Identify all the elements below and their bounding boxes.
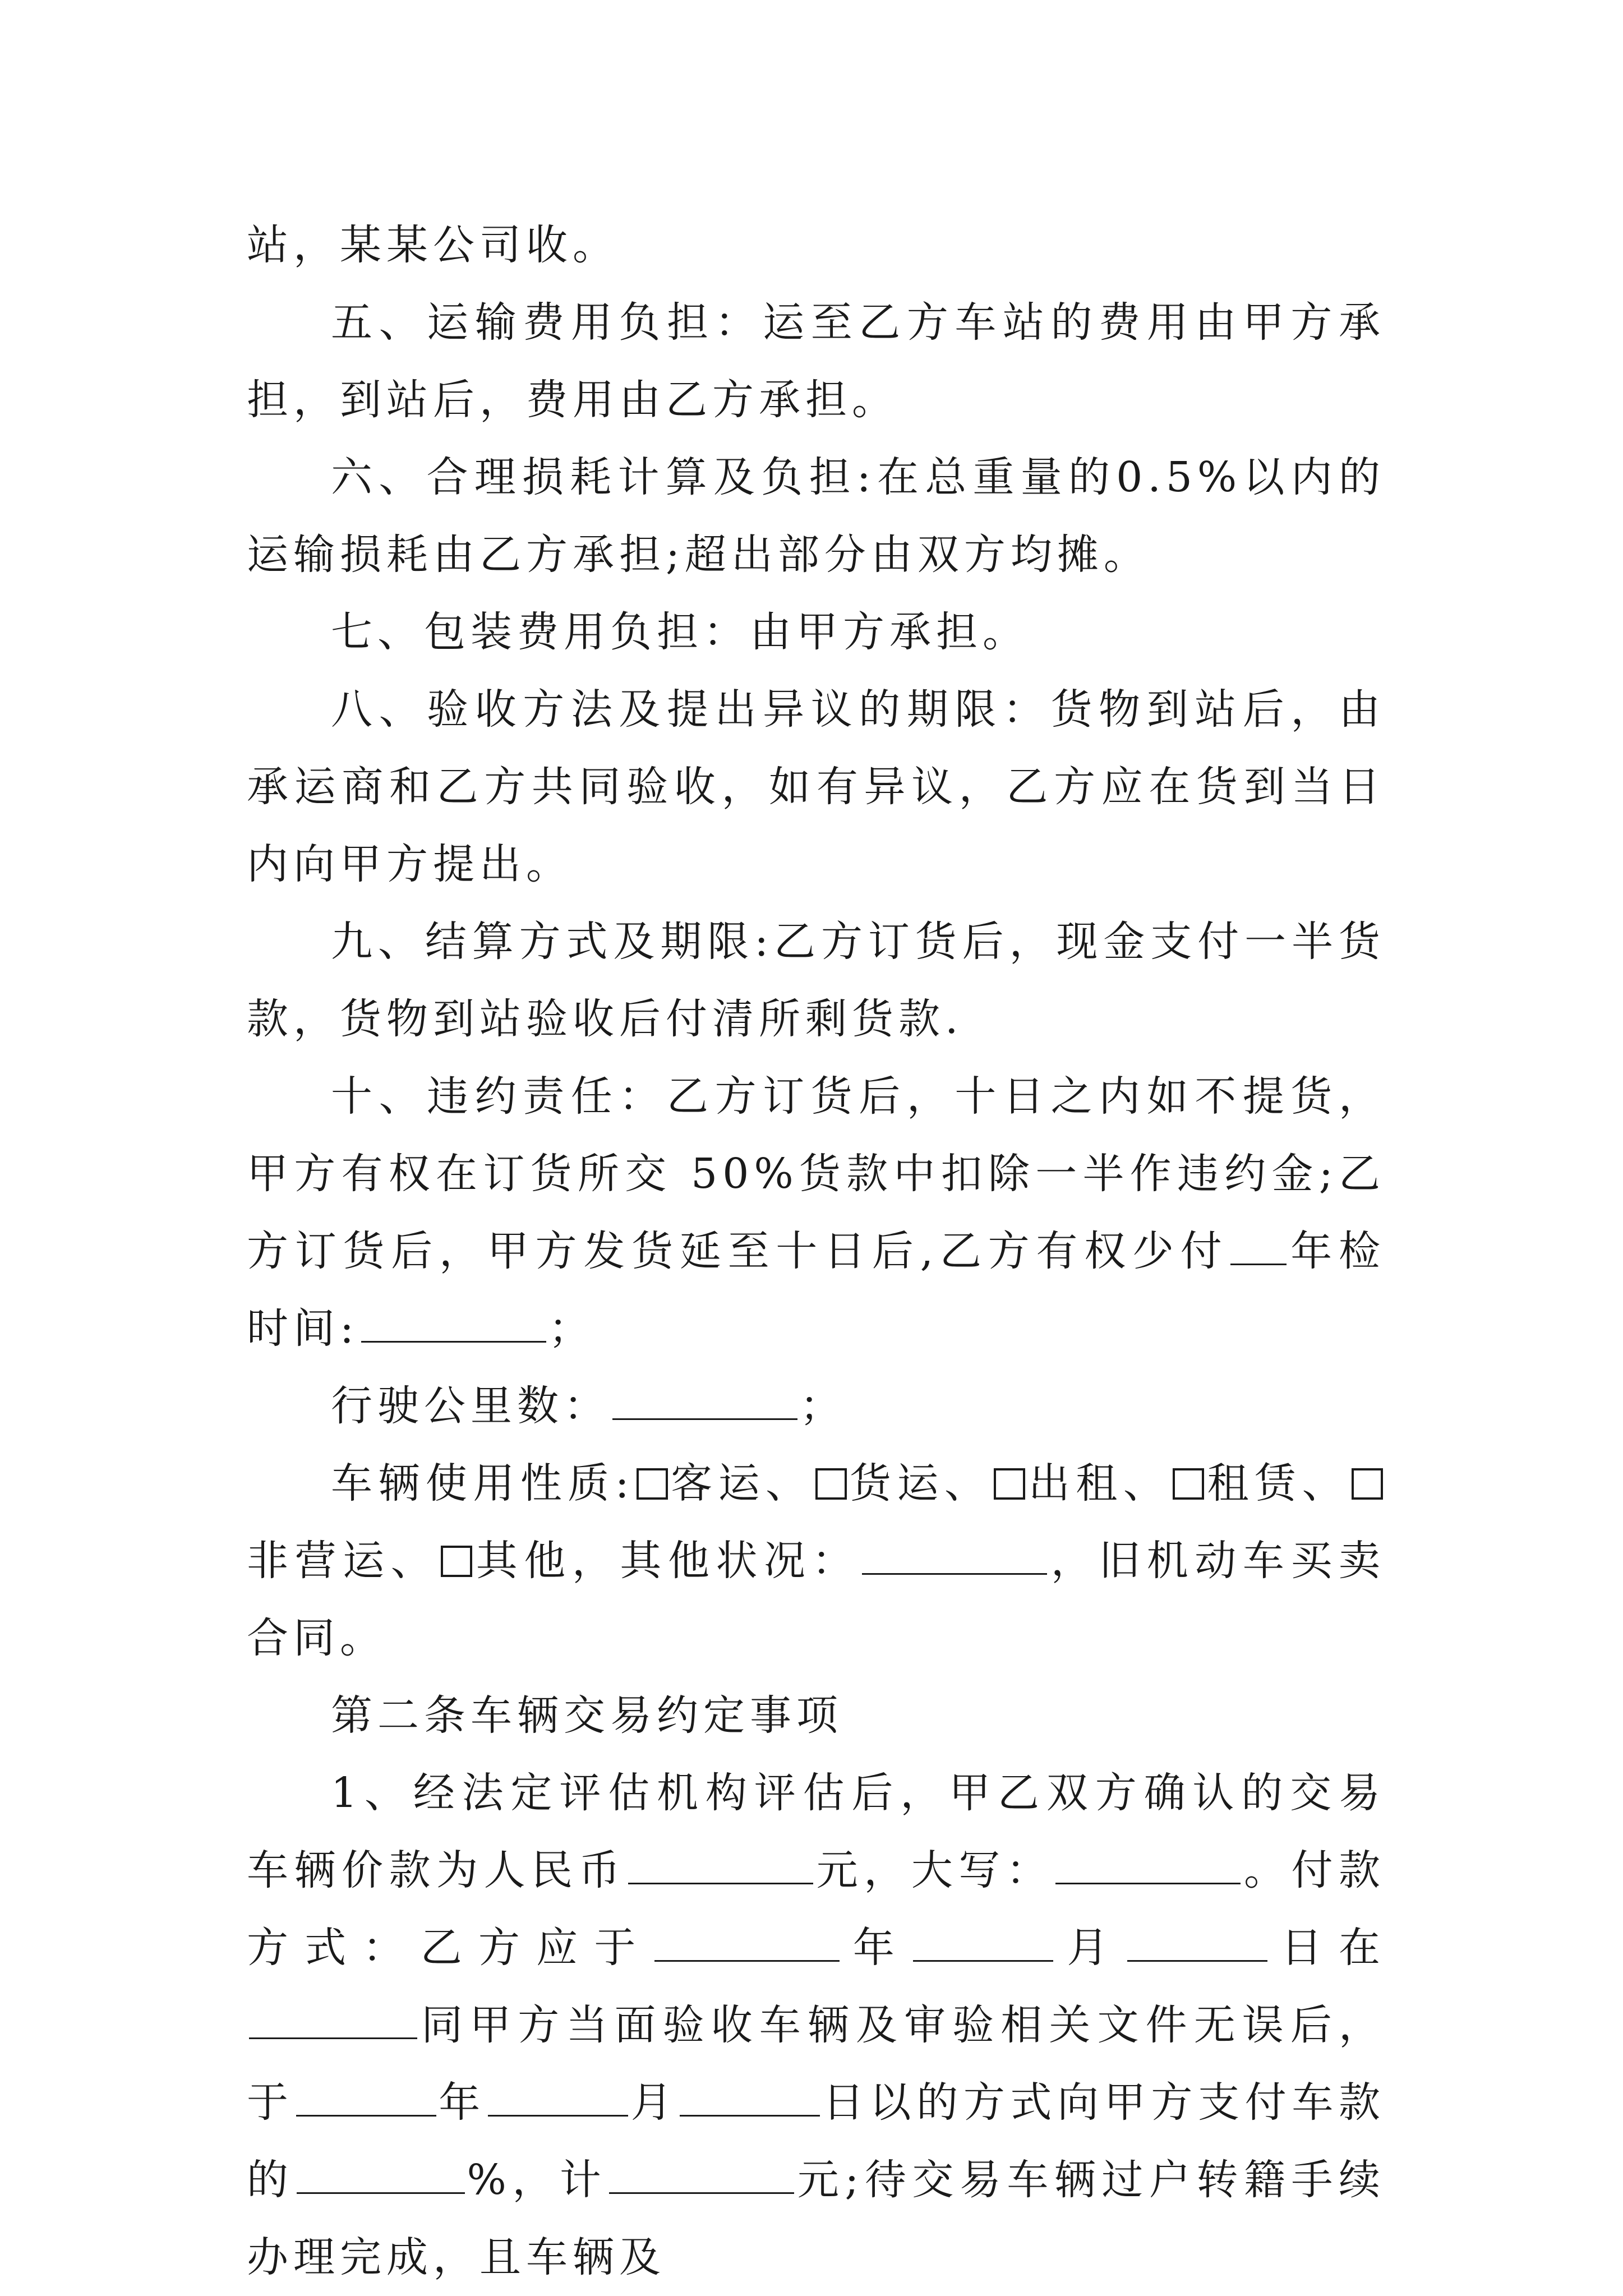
day-blank-2	[680, 2076, 820, 2117]
paragraph-acceptance-text: 八、验收方法及提出异议的期限：货物到站后，由承运商和乙方共同验收，如有异议，乙方应在货到当日内向甲方提出。	[247, 685, 1385, 888]
checkbox-non-commercial	[1352, 1468, 1383, 1500]
paragraph-transport-fees-text: 五、运输费用负担：运至乙方车站的费用由甲方承担，到站后，费用由乙方承担。	[247, 298, 1385, 424]
inspection-time-blank	[361, 1302, 546, 1343]
payment-method-label: 。付款方式：乙方应于	[247, 1846, 1386, 1972]
day-blank-1	[1127, 1921, 1267, 1962]
paragraph-packaging-fees	[247, 593, 1385, 671]
paragraph-loss-calculation	[247, 439, 1385, 593]
paragraph-packaging-fees-text: 七、包装费用负担：由甲方承担。	[331, 608, 1029, 656]
inspection-time-label: 年检时间:	[247, 1227, 1386, 1353]
inspection-text: 同甲方当面验收车辆及审验相关文件无误后，于	[247, 2001, 1385, 2127]
paragraph-mileage	[247, 1367, 1385, 1445]
section-heading-article-2	[247, 1677, 1385, 1754]
paragraph-transport-fees	[247, 284, 1385, 439]
document-body	[247, 206, 1385, 2296]
month-label-2: 月	[630, 2078, 678, 2127]
checkbox-passenger	[637, 1468, 668, 1500]
vehicle-usage-end: ，旧机动车买卖合同。	[247, 1537, 1386, 1662]
year-label-2: 年	[438, 2078, 486, 2127]
day-at-label: 日在	[1269, 1924, 1386, 1972]
price-amount-blank	[628, 1843, 813, 1884]
breach-text: 十、违约责任：乙方订货后，十日之内如不提货，甲方有权在订货所交 50%货款中扣除一半作违约金;乙方订货后，甲方发货延至十日后,乙方有权少付	[247, 1072, 1385, 1275]
paragraph-payment-terms	[247, 1754, 1385, 2296]
option-lease: 租赁、	[1206, 1459, 1350, 1507]
paragraph-1-text: 站，某某公司收。	[247, 221, 619, 269]
month-blank-1	[913, 1921, 1053, 1962]
inspection-time-end: ；	[548, 1304, 595, 1353]
capital-label: 元，大写：	[815, 1846, 1054, 1894]
paragraph-vehicle-usage	[247, 1445, 1385, 1677]
paragraph-breach-liability	[247, 1058, 1385, 1367]
option-freight: 货运、	[849, 1459, 992, 1507]
vehicle-usage-label: 车辆使用性质:	[331, 1459, 634, 1507]
section-heading-text: 第二条车辆交易约定事项	[331, 1691, 843, 1740]
transfer-text: 元;待交易车辆过户转籍手续办理完成，且车辆及	[247, 2156, 1385, 2281]
payment-way-text: 日以的方式向甲方支付车款的	[247, 2078, 1386, 2204]
year-blank-2	[296, 2076, 436, 2117]
option-non-commercial: 非营运、	[247, 1537, 439, 1585]
checkbox-freight	[815, 1468, 847, 1500]
capital-amount-blank	[1055, 1843, 1241, 1884]
location-blank	[249, 1998, 417, 2039]
option-taxi: 出租、	[1027, 1459, 1171, 1507]
month-label-1: 月	[1055, 1924, 1125, 1972]
checkbox-other	[441, 1546, 472, 1577]
checkbox-lease	[1173, 1468, 1204, 1500]
mileage-end: ；	[800, 1382, 846, 1430]
percent-label: %，计	[467, 2156, 607, 2204]
month-blank-2	[488, 2076, 628, 2117]
year-blank-1	[654, 1921, 840, 1962]
mileage-blank	[612, 1379, 797, 1420]
paragraph-1	[247, 206, 1385, 284]
price-text: 1、经法定评估机构评估后，甲乙双方确认的交易车辆价款为人民币	[247, 1769, 1385, 1894]
option-other: 其他，其他状况：	[474, 1537, 860, 1585]
mileage-label: 行驶公里数：	[331, 1382, 610, 1430]
paragraph-settlement	[247, 903, 1385, 1058]
option-passenger: 客运、	[670, 1459, 813, 1507]
year-label-1: 年	[841, 1924, 911, 1972]
total-amount-blank	[609, 2153, 794, 2194]
paragraph-settlement-text: 九、结算方式及期限:乙方订货后，现金支付一半货款，货物到站验收后付清所剩货款.	[247, 918, 1385, 1043]
paragraph-acceptance	[247, 671, 1385, 903]
reduced-payment-blank	[1230, 1224, 1287, 1265]
checkbox-taxi	[994, 1468, 1025, 1500]
paragraph-loss-calculation-text: 六、合理损耗计算及负担:在总重量的0.5%以内的运输损耗由乙方承担;超出部分由双方均摊。	[247, 453, 1385, 579]
percent-blank	[297, 2153, 465, 2194]
other-status-blank	[862, 1534, 1047, 1575]
